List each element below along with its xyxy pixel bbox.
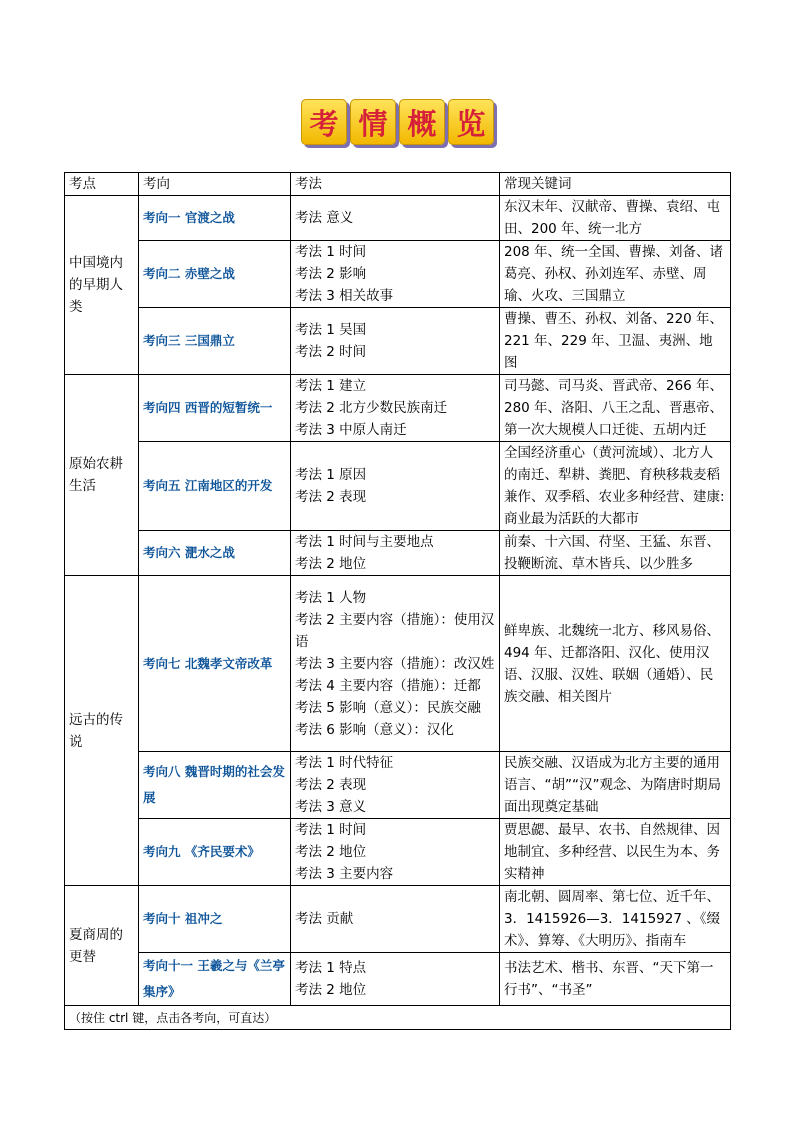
table-row [65, 196, 731, 241]
keywords-cell: 书法艺术、楷书、东晋、“天下第一行书”、“书圣” [500, 953, 731, 1006]
method-cell [291, 375, 500, 442]
header-cell: 考向 [139, 173, 291, 196]
overview-table [64, 172, 731, 1030]
method-cell [291, 531, 500, 576]
header-cell: 考法 [291, 173, 500, 196]
table-row [65, 886, 731, 953]
method-item: 考法 3 意义 [295, 799, 367, 815]
method-item: 考法 3 主要内容 [295, 866, 394, 882]
method-item: 考法 2 影响 [295, 266, 367, 282]
table-row [65, 531, 731, 576]
method-cell [291, 308, 500, 375]
method-item: 考法 6 影响（意义）：汉化 [295, 721, 454, 738]
method-cell [291, 241, 500, 308]
keywords-cell: 全国经济重心（黄河流域）、北方人的南迁、犁耕、粪肥、育秧移栽麦稻兼作、双季稻、农业多种经营、建康:商业最为活跃的大都市 [500, 442, 731, 531]
topic-link[interactable]: 考向十 祖冲之 [139, 886, 291, 953]
keywords-cell: 南北朝、圆周率、第七位、近千年、3．1415926—3．1415927 、《缀术》、算筹、《大明历》、指南车 [500, 886, 731, 953]
exam-point-cell: 远古的传说 [65, 576, 139, 886]
keywords-cell: 司马懿、司马炎、晋武帝、266 年、280 年、洛阳、八王之乱、晋惠帝、第一次大规模人口迁徙、五胡内迁 [500, 375, 731, 442]
keywords-cell: 前秦、十六国、苻坚、王猛、东晋、投鞭断流、草木皆兵、以少胜多 [500, 531, 731, 576]
banner-char: 考 [301, 99, 347, 145]
method-item: 考法 3 中原人南迁 [295, 422, 407, 438]
topic-link[interactable]: 考向十一 王羲之与《兰亭集序》 [139, 953, 291, 1006]
keywords-cell: 曹操、曹丕、孙权、刘备、220 年、221 年、229 年、卫温、夷洲、地图 [500, 308, 731, 375]
method-item: 考法 2 主要内容（措施）：使用汉语 [295, 611, 495, 650]
method-cell [291, 752, 500, 819]
topic-link[interactable]: 考向七 北魏孝文帝改革 [139, 576, 291, 752]
method-cell [291, 442, 500, 531]
method-cell [291, 196, 500, 241]
method-item: 考法 2 地位 [295, 982, 367, 998]
method-item: 考法 1 建立 [295, 378, 367, 394]
method-item: 考法 1 原因 [295, 467, 367, 483]
table-row [65, 576, 731, 752]
header-cell: 常现关键词 [500, 173, 731, 196]
table-row [65, 375, 731, 442]
table-row [65, 953, 731, 1006]
method-cell [291, 576, 500, 752]
table-row [65, 241, 731, 308]
topic-link[interactable]: 考向九 《齐民要术》 [139, 819, 291, 886]
header-cell: 考点 [65, 173, 139, 196]
method-item: 考法 1 时代特征 [295, 755, 394, 771]
method-item: 考法 2 地位 [295, 844, 367, 860]
table-row [65, 752, 731, 819]
header-row [65, 173, 731, 196]
footnote-row [65, 1006, 731, 1030]
method-item: 考法 1 特点 [295, 960, 367, 976]
method-cell [291, 886, 500, 953]
method-item: 考法 意义 [295, 210, 354, 226]
method-item: 考法 1 吴国 [295, 322, 367, 338]
keywords-cell: 贾思勰、最早、农书、自然规律、因地制宜、多种经营、以民生为本、务实精神 [500, 819, 731, 886]
method-item: 考法 1 时间与主要地点 [295, 534, 434, 550]
topic-link[interactable]: 考向五 江南地区的开发 [139, 442, 291, 531]
exam-point-cell: 夏商周的更替 [65, 886, 139, 1006]
topic-link[interactable]: 考向三 三国鼎立 [139, 308, 291, 375]
method-item: 考法 5 影响（意义）：民族交融 [295, 699, 481, 716]
method-item: 考法 3 相关故事 [295, 288, 394, 304]
banner-char: 概 [399, 99, 445, 145]
topic-link[interactable]: 考向一 官渡之战 [139, 196, 291, 241]
topic-link[interactable]: 考向六 淝水之战 [139, 531, 291, 576]
method-item: 考法 2 表现 [295, 777, 367, 793]
method-item: 考法 2 地位 [295, 556, 367, 572]
topic-link[interactable]: 考向二 赤壁之战 [139, 241, 291, 308]
method-item: 考法 1 人物 [295, 589, 367, 606]
keywords-cell: 鲜卑族、北魏统一北方、移风易俗、494 年、迁都洛阳、汉化、使用汉语、汉服、汉姓、联姻（通婚）、民族交融、相关图片 [500, 576, 731, 752]
banner-char: 览 [448, 99, 494, 145]
method-cell [291, 819, 500, 886]
method-item: 考法 4 主要内容（措施）：迁都 [295, 677, 481, 694]
exam-point-cell: 原始农耕生活 [65, 375, 139, 576]
method-item: 考法 3 主要内容（措施）：改汉姓 [295, 655, 495, 672]
keywords-cell: 民族交融、汉语成为北方主要的通用语言、“胡”“汉”观念、为隋唐时期局面出现奠定基础 [500, 752, 731, 819]
banner-char: 情 [350, 99, 396, 145]
keywords-cell: 208 年、统一全国、曹操、刘备、诸葛亮、孙权、孙刘连军、赤壁、周瑜、火攻、三国鼎立 [500, 241, 731, 308]
method-item: 考法 2 表现 [295, 489, 367, 505]
method-item: 考法 1 时间 [295, 822, 367, 838]
method-item: 考法 1 时间 [295, 244, 367, 260]
footnote: （按住 ctrl 键，点击各考向，可直达） [65, 1006, 731, 1030]
method-cell [291, 953, 500, 1006]
table-row [65, 308, 731, 375]
table-row [65, 819, 731, 886]
keywords-cell: 东汉末年、汉献帝、曹操、袁绍、屯田、200 年、统一北方 [500, 196, 731, 241]
exam-point-cell: 中国境内的早期人类 [65, 196, 139, 375]
method-item: 考法 2 北方少数民族南迁 [295, 400, 448, 416]
method-item: 考法 贡献 [295, 911, 354, 927]
topic-link[interactable]: 考向四 西晋的短暂统一 [139, 375, 291, 442]
title-banner [301, 99, 494, 145]
topic-link[interactable]: 考向八 魏晋时期的社会发展 [139, 752, 291, 819]
method-item: 考法 2 时间 [295, 344, 367, 360]
table-row [65, 442, 731, 531]
